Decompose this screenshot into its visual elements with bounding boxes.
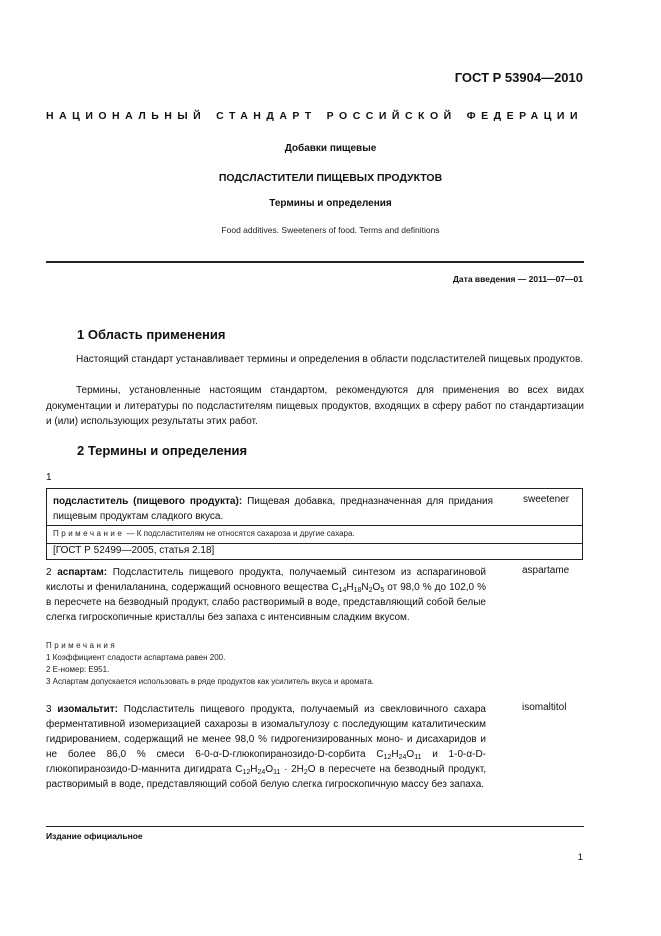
term1-box [46, 488, 583, 560]
section1-paragraph2: Термины, установленные настоящим стандартом, рекомендуются для применения во всех видах документации и литературы по подсластителям пищевых продуктов, входящих в сферу работ по стандартизации и (или) использующих результаты этих работ. [46, 385, 584, 427]
document-subtitle: Термины и определения [269, 198, 392, 209]
page-number: 1 [577, 852, 583, 863]
term1-note: Примечание — К подсластителям не относятся сахароза и другие сахара. [53, 529, 355, 538]
gost-code: ГОСТ Р 53904—2010 [454, 70, 583, 85]
section1-paragraph1: Настоящий стандарт устанавливает термины и определения в области подсластителей пищевых продуктов. [76, 354, 584, 365]
footer-rule [46, 826, 584, 827]
term2-term: аспартам: [57, 567, 108, 578]
term1-number: 1 [46, 472, 52, 483]
introduction-date: Дата введения — 2011—07—01 [452, 274, 583, 284]
section1-heading: 1 Область применения [77, 327, 226, 342]
english-title: Food additives. Sweeteners of food. Terms and definitions [221, 225, 440, 235]
header-rule [46, 261, 584, 263]
document-group: Добавки пищевые [284, 143, 377, 154]
term3-english: isomaltitol [522, 702, 567, 713]
term2-notes: Примечания 1 Коэффициент сладости аспартама равен 200. 2 Е-номер: Е951. 3 Аспартам допускается использовать в ряде продуктов как усилитель вкуса и аромата. [46, 641, 375, 686]
term1-definition: подсластитель (пищевого продукта): Пищевая добавка, предназначенная для придания пищевым продуктам сладкого вкуса. [53, 496, 493, 522]
term2-definition: 2 аспартам: Подсластитель пищевого продукта, получаемый синтезом из аспарагиновой кислоты и фенилаланина, содержащий основного вещества $C_{14}H_{18}N_2O_5$ от 98,0 % до 102,0 % в пересчете на безводный продукт, слабо растворимый в воде, представляющий собой белые слегка гигроскопичные кристаллы без запаха с интенсивным сладким вкусом. [46, 567, 487, 623]
section2-heading: 2 Термины и определения [77, 443, 248, 458]
document-title: ПОДСЛАСТИТЕЛИ ПИЩЕВЫХ ПРОДУКТОВ [218, 172, 443, 184]
term1-reference: [ГОСТ Р 52499—2005, статья 2.18] [53, 545, 215, 556]
term1-english: sweetener [523, 494, 570, 505]
national-standard-banner: НАЦИОНАЛЬНЫЙ СТАНДАРТ РОССИЙСКОЙ ФЕДЕРАЦИИ [46, 110, 583, 122]
term2-english: aspartame [522, 565, 570, 576]
edition-label: Издание официальное [46, 831, 143, 841]
term1-term: подсластитель (пищевого продукта): [53, 496, 243, 507]
term3-term: изомальтит: [57, 704, 118, 715]
term3-definition: 3 изомальтит: Подсластитель пищевого продукта, получаемый из свекловичного сахара ферментативной изомеризацией сахарозы в изомальтулозу с последующим каталитическим гидрированием, содержащий не менее 98,0 % гидрогенизированных моно- и дисахаридов и не более 86,0 % смеси 6-0-α-D-глюкопиранозидо-D-сорбита $C_{12}H_{24}O_{11}$ и 1-0-α-D-глюкопиранозидо-D-маннита дигидрата $C_{12}H_{24}O_{11} \cdot 2H_2O$ в пересчете на безводный продукт, растворимый в воде, представляющий собой белую слегка гигроскопичную массу без запаха. [46, 704, 486, 790]
